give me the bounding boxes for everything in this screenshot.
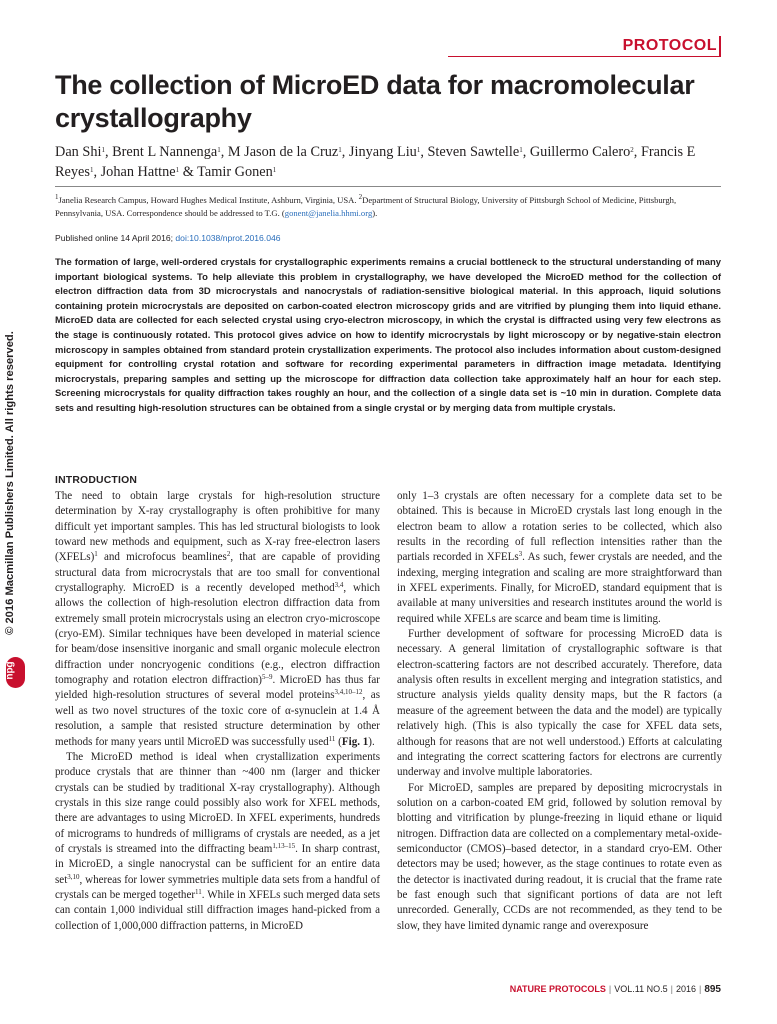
page-number: 895 <box>704 984 721 995</box>
body-text: ( <box>335 735 342 748</box>
affiliation-end: ). <box>372 207 378 218</box>
correspondence-email-link[interactable]: gonent@janelia.hhmi.org <box>284 207 373 218</box>
author-name: Guillermo Calero <box>529 144 631 160</box>
author-name: Tamir Gonen <box>197 164 273 180</box>
body-paragraph <box>55 489 380 750</box>
doi-link[interactable]: doi:10.1038/nprot.2016.046 <box>175 233 281 243</box>
npg-logo-text: npg <box>4 661 16 680</box>
citation-ref: 3,4 <box>334 581 344 590</box>
npg-logo <box>6 657 25 688</box>
affiliation-1: Janelia Research Campus, Howard Hughes Medical Institute, Ashburn, Virginia, USA. <box>58 195 357 205</box>
author-affiliation-marker: 1 <box>338 146 342 154</box>
body-text: , as well as two novel structures of the toxic core of α-synuclein at 1.4 Å resolution, a sample that resisted structure determination by other methods for many years until MicroED was successfully used <box>55 689 380 748</box>
author-name: Francis E Reyes <box>55 144 696 180</box>
author-name: Jinyang Liu <box>348 144 417 160</box>
author-list: Dan Shi$^1$, Brent L Nannenga$^1$, M Jason de la Cruz$^1$, Jinyang Liu$^1$, Steven Sawtelle$^1$, Guillermo Calero$^2$, Francis E Reyes$^1$, Johan Hattne$^1$ & Tamir Gonen$^1$ <box>55 144 696 180</box>
body-text: , that are capable of providing structural data from microcrystals that are too small for conventional crystallography. MicroED is a recently developed method <box>55 551 380 595</box>
body-text: Further development of software for processing MicroED data is necessary. A general limitation of crystallographic software is that electron-scattering factors are not described accurately. Therefore, data analysis often results in excellent merging and integration statistics, and structure analysis yields quality density maps, but the R factors (a measure of the agreement between the data and the model) are typically relatively high. (This is also typically the case for XFEL data sets, although for reasons that are not well understood.) Efforts at calculating and integrating the correct scattering factors for electrons are currently underway and involve multiple laboratories. <box>397 628 722 779</box>
author-affiliation-marker: 1 <box>416 146 421 154</box>
body-text: only 1–3 crystals are often necessary for a complete data set to be obtained. This is because in MicroED crystals last long enough in the electron beam to allow a rotation series to be collected, which also results in the recording of full reflection intensities rather than the partials recorded in XFELs <box>397 490 722 564</box>
body-paragraph <box>397 627 722 780</box>
body-text: For MicroED, samples are prepared by depositing microcrystals in solution on a carbon-coated EM grid, followed by solution removal by blotting and vitrification by plunge-freezing in liquid ethane or liquid nitrogen. Diffraction data are collected on a complementary metal-oxide-semiconductor (CMOS)–based detector, in a standard cryo-EM. Other detectors may be used; however, as the stage continues to rotate even as the detector is inactivated during readout, it is crucial that the frame rate be fast enough such that significant portions of data are not left unrecorded. Generally, CCDs are not recommended, as they tend to be slow, they have limited dynamic range and overexposure <box>397 781 722 932</box>
body-paragraph <box>55 750 380 934</box>
footer-separator: | <box>670 984 673 994</box>
author-affiliation-marker: 2 <box>630 146 634 154</box>
body-paragraph <box>397 489 722 627</box>
author-affiliation-marker: 1 <box>175 166 180 174</box>
citation-ref: 1,13–15 <box>272 841 296 850</box>
section-label-rule <box>448 56 721 57</box>
section-label-bar <box>719 36 721 57</box>
body-text: . In sharp contrast, in MicroED, a single nanocrystal can be sufficient for an entire data set <box>55 842 380 886</box>
copyright-notice: © 2016 Macmillan Publishers Limited. All rights reserved. <box>4 331 16 635</box>
body-text: The MicroED method is ideal when crystallization experiments produce crystals that are thinner than ~400 nm (larger and thicker crystals can be studied by traditional X-ray crystallography). Although crystals in this size range could possibly also work for XFEL methods, there are advantages to using MicroED. In XFEL experiments, hundreds of micrograms to hundreds of milligrams of crystals are needed, as a jet of crystals is streamed into the diffracting beam <box>55 750 380 855</box>
body-text: The need to obtain large crystals for high-resolution structure determination by X-ray crystallography is often prohibitive for many difficult yet important samples. This has led structural biologists to look toward new methods and equipment, such as X-ray free-electron lasers (XFELs) <box>55 490 380 564</box>
footer-separator: | <box>698 984 702 994</box>
publication-year: 2016 <box>675 984 696 994</box>
citation-ref: 3 <box>518 550 523 559</box>
author-name: Steven Sawtelle <box>427 144 520 160</box>
article-title: The collection of MicroED data for macromolecular crystallography <box>55 70 695 133</box>
journal-name: NATURE PROTOCOLS <box>509 984 606 994</box>
citation-ref: 3,4,10–12 <box>334 688 363 697</box>
body-text: , which allows the collection of high-resolution electron diffraction data from extremely small protein microcrystals using an electron cryo-microscope (cryo-EM). Similar techniques have been developed in material science for beam/dose insensitive inorganic and small organic molecule electron diffraction under noncryogenic conditions (e.g., electron diffraction tomography and rotation electron diffraction) <box>55 582 380 687</box>
page-footer <box>510 984 721 995</box>
abstract: The formation of large, well-ordered crystals for crystallographic experiments remains a crucial bottleneck to the structural understanding of many important biological systems. To help alleviate this problem in crystallography, we have developed the MicroED method for the collection of electron diffraction data from 3D microcrystals and nanocrystals of radiation-sensitive biological material. In this approach, liquid solutions containing protein microcrystals are deposited on carbon-coated electron microscopy grids and are vitrified by plunging them into liquid ethane. MicroED data are collected for each selected crystal using cryo-electron microscopy, in which the crystal is diffracted using very few electrons as the stage is continuously rotated. This protocol gives advice on how to identify microcrystals by light microscopy or by negative-stain electron microscopy in samples obtained from standard protein crystallization experiments. The protocol also includes information about custom-designed equipment for controlling crystal rotation and software for recording experimental parameters in diffraction image metadata. Identifying microcrystals, preparing samples and setting up the microscope for diffraction data collection take approximately half an hour for each step. Screening microcrystals for quality diffraction takes roughly an hour, and the collection of a single data set is ~10 min in duration. Complete data sets and resulting high-resolution structures can be obtained from a single crystal or by merging data from multiple crystals. <box>55 257 721 414</box>
body-text: . As such, fewer crystals are needed, and the indexing, merging integration and scaling are more straightforward than in XFEL experiments. Finally, for MicroED, standard equipment that is available at many universities and research institutes around the world is required while XFELs are scarce and beam time is limiting. <box>397 551 722 625</box>
citation-ref: 1 <box>94 550 98 559</box>
citation-ref: 11 <box>195 887 202 896</box>
author-affiliation-marker: 1 <box>519 146 523 154</box>
citation-ref: 3,10 <box>67 872 80 881</box>
body-paragraph <box>397 781 722 934</box>
citation-ref: 5–9 <box>261 673 273 682</box>
footer-separator: | <box>608 984 612 994</box>
publication-info <box>55 233 281 243</box>
body-text: . While in XFELs such merged data sets can contain 1,000 individual still diffraction images hand-picked from a collection of 1,000,000 diffraction patterns, in MicroED <box>55 888 380 932</box>
section-label: PROTOCOL <box>622 37 717 54</box>
body-text: . MicroED has thus far yielded high-resolution structures of several model proteins <box>55 674 380 702</box>
citation-ref: 11 <box>328 734 336 743</box>
author-name: M Jason de la Cruz <box>227 144 339 160</box>
affiliations <box>55 194 721 219</box>
author-name: Johan Hattne <box>100 164 176 180</box>
author-affiliation-marker: 1 <box>272 166 277 174</box>
body-text: ). <box>368 735 375 748</box>
author-affiliation-marker: 1 <box>217 146 221 154</box>
affiliation-marker-1: 1 <box>55 193 59 201</box>
body-text: , whereas for lower symmetries multiple data sets from a handful of crystals can be merged together <box>55 873 380 901</box>
body-column-left <box>55 489 380 934</box>
affiliation-2: Department of Structural Biology, University of Pittsburgh School of Medicine, Pittsburgh, Pennsylvania, USA. Correspondence should be addressed to T.G. ( <box>55 195 677 218</box>
body-column-right <box>397 489 722 934</box>
section-heading-introduction: INTRODUCTION <box>55 475 138 486</box>
affiliation-marker-2: 2 <box>358 193 363 201</box>
author-affiliation-marker: 1 <box>101 146 105 154</box>
published-date: Published online 14 April 2016; <box>55 233 174 243</box>
body-text: and microfocus beamlines <box>97 551 227 564</box>
author-name: Dan Shi <box>55 144 102 160</box>
author-affiliation-marker: 1 <box>89 166 94 174</box>
figure-ref: Fig. 1 <box>341 735 369 748</box>
author-name: Brent L Nannenga <box>112 144 218 160</box>
citation-ref: 2 <box>226 550 231 559</box>
affiliation-divider <box>55 186 721 187</box>
volume-issue: VOL.11 NO.5 <box>614 984 668 994</box>
